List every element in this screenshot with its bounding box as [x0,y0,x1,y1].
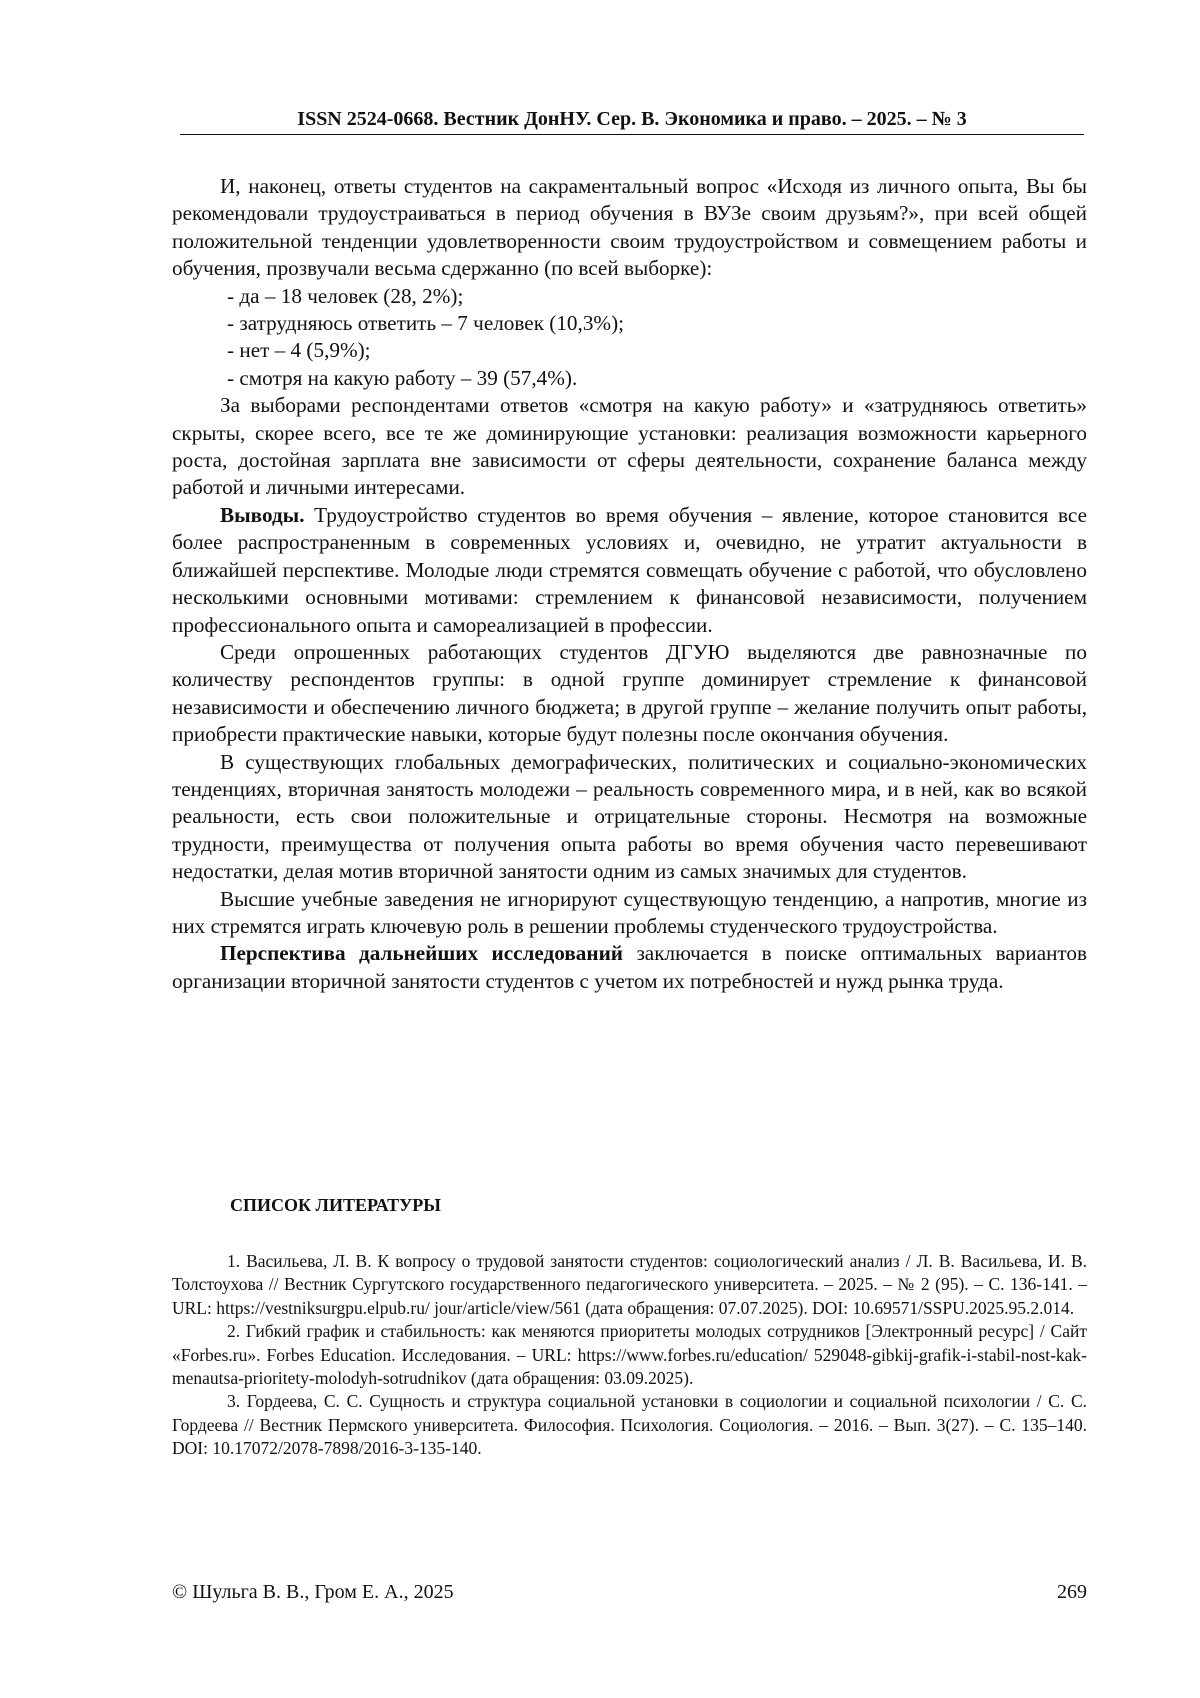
paragraph-final-answers: И, наконец, ответы студентов на сакраментальный вопрос «Исходя из личного опыта, Вы бы рекомендовали трудоустраиваться в период обучения в ВУЗе своим друзьям?», при всей общей положительной тенденции удовлетворенности своим трудоустройством и совмещением работы и обучения, прозвучали весьма сдержанно (по всей выборке): [172,174,1087,281]
paragraph-hidden-attitudes: За выборами респондентами ответов «смотря на какую работу» и «затрудняюсь ответить» скрыты, скорее всего, все те же доминирующие установки: реализация возможности карьерного роста, достойная зарплата вне зависимости от сферы деятельности, сохранение баланса между работой и личными интересами. [172,393,1087,500]
conclusions-text: Трудоустройство студентов во время обучения – явление, которое становится все более распространенным в современных условиях и, очевидно, не утратит актуальности в ближайшей перспективе. Молодые люди стремятся совмещать обучение с работой, что обусловлено несколькими основными мотивами: стремлением к финансовой независимости, получением профессионального опыта и самореализацией в профессии. [172,502,1087,637]
page-number: 269 [1057,1581,1087,1603]
future-research-heading: Перспектива дальнейших исследований [220,941,623,966]
paragraph-future-research [172,940,1087,995]
list-item-undecided: - затрудняюсь ответить – 7 человек (10,3%); [227,311,625,336]
paragraph-global-trends: В существующих глобальных демографических, политических и социально-экономических тенденциях, вторичная занятость молодежи – реальность современного мира, и в ней, как во всякой реальности, есть свои положительные и отрицательные стороны. Несмотря на возможные трудности, преимущества от получения опыта работы во время обучения часто перевешивают недостатки, делая мотив вторичной занятости одним из самых значимых для студентов. [172,749,1087,884]
paragraph-survey-groups: Среди опрошенных работающих студентов ДГУЮ выделяются две равнозначные по количеству респондентов группы: в одной группе доминирует стремление к финансовой независимости и обеспечению личного бюджета; в другой группе – желание получить опыт работы, приобрести практические навыки, которые будут полезны после окончания обучения. [172,639,1087,747]
article-body [172,173,1087,995]
list-item-depends: - смотря на какую работу – 39 (57,4%). [227,365,578,390]
paragraph-universities: Высшие учебные заведения не игнорируют существующую тенденцию, а напротив, многие из них стремятся играть ключевую роль в решении проблемы студенческого трудоустройства. [172,886,1087,938]
list-item-no: - нет – 4 (5,9%); [227,338,371,363]
reference-item-1: 1. Васильева, Л. В. К вопросу о трудовой занятости студентов: социологический анализ / Л. В. Васильева, И. В. Толстоухова // Вестник Сургутского государственного педагогического университета. – 2025. – № 2 (95). – С. 136-141. – URL: https://vestniksurgpu.elpub.ru/ jour/article/view/561 (дата обращения: 07.07.2025). DOI: 10.69571/SSPU.2025.95.2.014. [172,1251,1087,1318]
paragraph-conclusions [172,502,1087,639]
future-research-text: заключается в поиске оптимальных вариантов организации вторичной занятости студентов с учетом их потребностей и нужд рынка труда. [172,941,1088,993]
header-divider [180,134,1084,135]
reference-item-2: 2. Гибкий график и стабильность: как меняются приоритеты молодых сотрудников [Электронный ресурс] / Сайт «Forbes.ru». Forbes Education. Исследования. – URL: https://www.forbes.ru/education/ 529048-gibkij-grafik-i-stabil-nost-kak-menautsa-prioritety-molodyh-sotrudnikov (дата обращения: 03.09.2025). [172,1321,1087,1389]
list-item-yes: - да – 18 человек (28, 2%); [227,283,464,308]
reference-item-3: 3. Гордеева, С. С. Сущность и структура социальной установки в социологии и социальной психологии / С. С. Гордеева // Вестник Пермского университета. Философия. Психология. Социология. – 2016. – Вып. 3(27). – С. 135–140. DOI: 10.17072/2078-7898/2016-3-135-140. [172,1391,1087,1459]
references-list [172,1250,1087,1461]
conclusions-heading: Выводы. [220,502,305,527]
references-title: СПИСОК ЛИТЕРАТУРЫ [230,1195,441,1215]
copyright-notice: © Шульга В. В., Гром Е. А., 2025 [172,1581,454,1603]
running-header: ISSN 2524-0668. Вестник ДонНУ. Сер. В. Экономика и право. – 2025. – № 3 [297,108,967,130]
